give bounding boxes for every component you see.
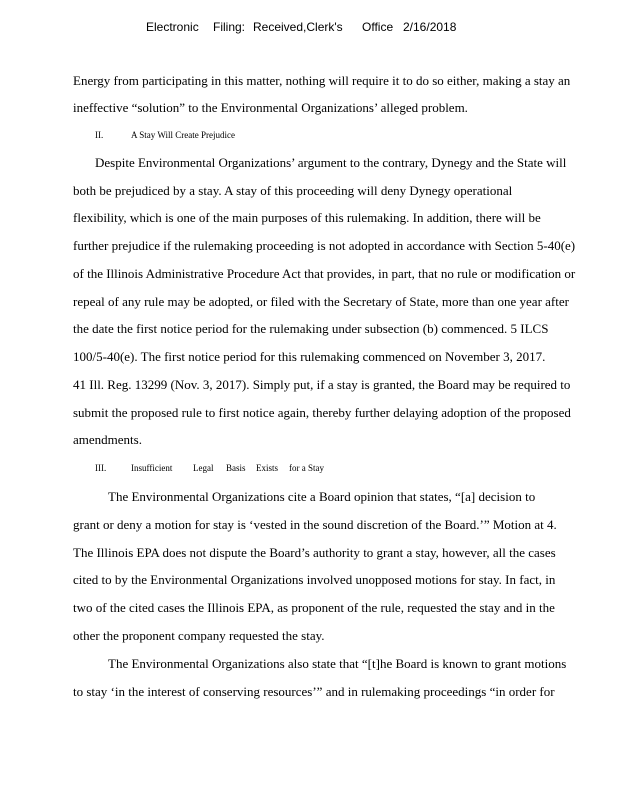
- text-line: Energy from participating in this matter, nothing will require it to do so either, making a stay an: [73, 73, 571, 88]
- text-line: other the proponent company requested the stay.: [73, 628, 325, 643]
- header-received: Received,Clerk's: [253, 20, 343, 34]
- text-line: two of the cited cases the Illinois EPA, as proponent of the rule, requested the stay and in the: [73, 600, 555, 615]
- text-line: further prejudice if the rulemaking proceeding is not adopted in accordance with Section 5-40(e): [73, 238, 576, 253]
- text-line: of the Illinois Administrative Procedure Act that provides, in part, that no rule or modification or: [73, 266, 576, 281]
- header-electronic: Electronic: [146, 20, 199, 34]
- header-filing: Filing:: [213, 20, 246, 34]
- header-office: Office: [362, 20, 394, 34]
- text-line: 41 Ill. Reg. 13299 (Nov. 3, 2017). Simply put, if a stay is granted, the Board may be required to: [73, 377, 571, 392]
- text-line: The Environmental Organizations also state that “[t]he Board is known to grant motions: [108, 656, 567, 671]
- section-ii-title: A Stay Will Create Prejudice: [131, 130, 235, 140]
- text-line: ineffective “solution” to the Environmental Organizations’ alleged problem.: [73, 100, 468, 115]
- text-line: The Illinois EPA does not dispute the Board’s authority to grant a stay, however, all the cases: [73, 545, 556, 560]
- text-line: submit the proposed rule to first notice again, thereby further delaying adoption of the proposed: [73, 405, 571, 420]
- text-line: flexibility, which is one of the main purposes of this rulemaking. In addition, there will be: [73, 210, 541, 225]
- text-line: 100/5-40(e). The first notice period for this rulemaking commenced on November 3, 2017.: [73, 349, 546, 364]
- section-iii-number: III.: [95, 463, 107, 473]
- section-iii-word: Insufficient: [131, 463, 173, 473]
- text-line: both be prejudiced by a stay. A stay of this proceeding will deny Dynegy operational: [73, 183, 513, 198]
- section-iii-word: Legal: [193, 463, 214, 473]
- text-line: repeal of any rule may be adopted, or filed with the Secretary of State, more than one year after: [73, 294, 569, 309]
- text-line: to stay ‘in the interest of conserving resources’” and in rulemaking proceedings “in order for: [73, 684, 555, 699]
- header-date: 2/16/2018: [403, 20, 457, 34]
- section-iii-word: Exists: [256, 463, 279, 473]
- text-line: grant or deny a motion for stay is ‘vested in the sound discretion of the Board.’” Motion at 4.: [73, 517, 557, 532]
- section-iii-word: for a Stay: [289, 463, 324, 473]
- text-line: Despite Environmental Organizations’ argument to the contrary, Dynegy and the State will: [95, 155, 567, 170]
- text-line: the date the first notice period for the rulemaking under subsection (b) commenced. 5 ILCS: [73, 321, 549, 336]
- section-iii-word: Basis: [226, 463, 246, 473]
- section-ii-number: II.: [95, 130, 104, 140]
- text-line: The Environmental Organizations cite a Board opinion that states, “[a] decision to: [108, 489, 536, 504]
- text-line: amendments.: [73, 432, 142, 447]
- text-line: cited to by the Environmental Organizations involved unopposed motions for stay. In fact, in: [73, 572, 556, 587]
